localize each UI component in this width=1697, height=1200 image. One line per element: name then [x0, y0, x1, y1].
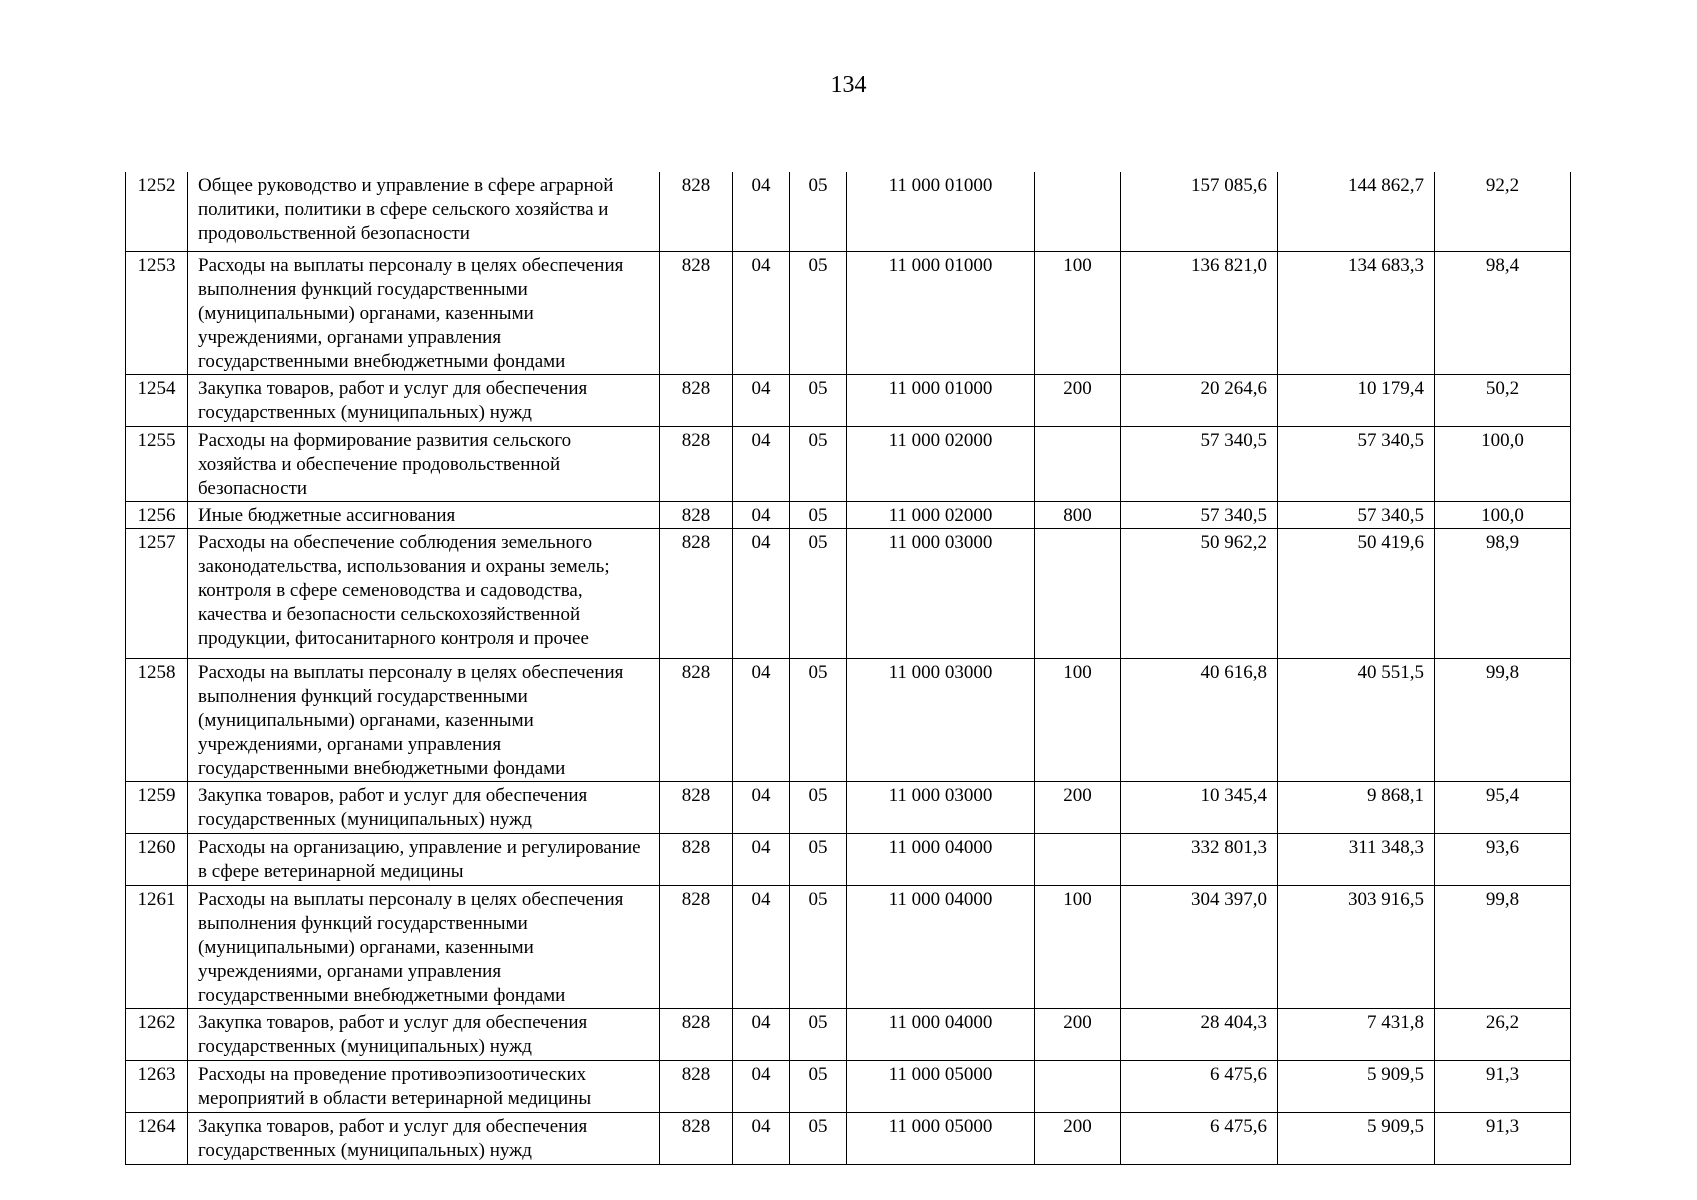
ministry-code-cell: 828: [660, 1060, 733, 1112]
planned-amount-cell: 28 404,3: [1121, 1008, 1278, 1060]
actual-amount-cell: 5 909,5: [1278, 1060, 1435, 1112]
planned-amount-cell: 40 616,8: [1121, 658, 1278, 781]
row-number-cell: 1261: [126, 885, 188, 1008]
expense-name-cell: Закупка товаров, работ и услуг для обеспечения государственных (муниципальных) нужд: [188, 1008, 660, 1060]
actual-amount-cell: 9 868,1: [1278, 781, 1435, 833]
table-row: [126, 1008, 1571, 1060]
row-number-cell: 1263: [126, 1060, 188, 1112]
expense-name-cell: Закупка товаров, работ и услуг для обеспечения государственных (муниципальных) нужд: [188, 1112, 660, 1164]
row-number-cell: 1262: [126, 1008, 188, 1060]
expense-name-cell: Расходы на проведение противоэпизоотических мероприятий в области ветеринарной медицины: [188, 1060, 660, 1112]
subsection-code-cell: 05: [790, 374, 847, 426]
subsection-code-cell: 05: [790, 885, 847, 1008]
subsection-code-cell: 05: [790, 1112, 847, 1164]
planned-amount-cell: 6 475,6: [1121, 1060, 1278, 1112]
planned-amount-cell: 157 085,6: [1121, 172, 1278, 251]
target-article-code-cell: 11 000 04000: [847, 885, 1035, 1008]
planned-amount-cell: 50 962,2: [1121, 528, 1278, 658]
table-row: [126, 781, 1571, 833]
execution-percent-cell: 91,3: [1435, 1112, 1571, 1164]
execution-percent-cell: 100,0: [1435, 501, 1571, 528]
expense-name-cell: Расходы на формирование развития сельского хозяйства и обеспечение продовольственной безопасности: [188, 426, 660, 501]
planned-amount-cell: 20 264,6: [1121, 374, 1278, 426]
actual-amount-cell: 303 916,5: [1278, 885, 1435, 1008]
row-number-cell: 1258: [126, 658, 188, 781]
expense-type-code-cell: [1035, 172, 1121, 251]
expense-type-code-cell: [1035, 426, 1121, 501]
expense-type-code-cell: 800: [1035, 501, 1121, 528]
actual-amount-cell: 50 419,6: [1278, 528, 1435, 658]
actual-amount-cell: 57 340,5: [1278, 426, 1435, 501]
section-code-cell: 04: [733, 251, 790, 374]
ministry-code-cell: 828: [660, 833, 733, 885]
target-article-code-cell: 11 000 01000: [847, 172, 1035, 251]
planned-amount-cell: 6 475,6: [1121, 1112, 1278, 1164]
table-row: [126, 426, 1571, 501]
section-code-cell: 04: [733, 426, 790, 501]
target-article-code-cell: 11 000 02000: [847, 426, 1035, 501]
actual-amount-cell: 40 551,5: [1278, 658, 1435, 781]
planned-amount-cell: 332 801,3: [1121, 833, 1278, 885]
subsection-code-cell: 05: [790, 1060, 847, 1112]
row-number-cell: 1253: [126, 251, 188, 374]
row-number-cell: 1257: [126, 528, 188, 658]
target-article-code-cell: 11 000 01000: [847, 374, 1035, 426]
expense-name-cell: Закупка товаров, работ и услуг для обеспечения государственных (муниципальных) нужд: [188, 374, 660, 426]
ministry-code-cell: 828: [660, 501, 733, 528]
table-row: [126, 501, 1571, 528]
row-number-cell: 1255: [126, 426, 188, 501]
table-row: [126, 1060, 1571, 1112]
expense-name-cell: Иные бюджетные ассигнования: [188, 501, 660, 528]
expense-name-cell: Расходы на обеспечение соблюдения земельного законодательства, использования и охраны земель; контроля в сфере семеноводства и садоводства, качества и безопасности сельскохозяйственной продукции, фитосанитарного контроля и прочее: [188, 528, 660, 658]
target-article-code-cell: 11 000 04000: [847, 833, 1035, 885]
expense-type-code-cell: 100: [1035, 251, 1121, 374]
expense-name-cell: Расходы на выплаты персоналу в целях обеспечения выполнения функций государственными (муниципальными) органами, казенными учреждениями, органами управления государственными внебюджетными фондами: [188, 251, 660, 374]
execution-percent-cell: 93,6: [1435, 833, 1571, 885]
actual-amount-cell: 5 909,5: [1278, 1112, 1435, 1164]
section-code-cell: 04: [733, 1060, 790, 1112]
row-number-cell: 1259: [126, 781, 188, 833]
subsection-code-cell: 05: [790, 658, 847, 781]
expense-type-code-cell: [1035, 1060, 1121, 1112]
row-number-cell: 1256: [126, 501, 188, 528]
ministry-code-cell: 828: [660, 172, 733, 251]
subsection-code-cell: 05: [790, 251, 847, 374]
row-number-cell: 1260: [126, 833, 188, 885]
planned-amount-cell: 136 821,0: [1121, 251, 1278, 374]
ministry-code-cell: 828: [660, 251, 733, 374]
ministry-code-cell: 828: [660, 426, 733, 501]
actual-amount-cell: 7 431,8: [1278, 1008, 1435, 1060]
target-article-code-cell: 11 000 04000: [847, 1008, 1035, 1060]
execution-percent-cell: 99,8: [1435, 658, 1571, 781]
expense-type-code-cell: [1035, 528, 1121, 658]
section-code-cell: 04: [733, 1112, 790, 1164]
page-number: 134: [830, 72, 867, 98]
execution-percent-cell: 99,8: [1435, 885, 1571, 1008]
subsection-code-cell: 05: [790, 833, 847, 885]
ministry-code-cell: 828: [660, 658, 733, 781]
row-number-cell: 1254: [126, 374, 188, 426]
execution-percent-cell: 50,2: [1435, 374, 1571, 426]
table-row: [126, 172, 1571, 251]
ministry-code-cell: 828: [660, 1008, 733, 1060]
section-code-cell: 04: [733, 781, 790, 833]
planned-amount-cell: 304 397,0: [1121, 885, 1278, 1008]
table-row: [126, 374, 1571, 426]
ministry-code-cell: 828: [660, 528, 733, 658]
subsection-code-cell: 05: [790, 501, 847, 528]
table-row: [126, 251, 1571, 374]
section-code-cell: 04: [733, 1008, 790, 1060]
budget-table: [125, 172, 1571, 1165]
target-article-code-cell: 11 000 03000: [847, 528, 1035, 658]
table-row: [126, 833, 1571, 885]
actual-amount-cell: 134 683,3: [1278, 251, 1435, 374]
planned-amount-cell: 57 340,5: [1121, 426, 1278, 501]
table-row: [126, 1112, 1571, 1164]
section-code-cell: 04: [733, 528, 790, 658]
subsection-code-cell: 05: [790, 781, 847, 833]
planned-amount-cell: 10 345,4: [1121, 781, 1278, 833]
table-row: [126, 528, 1571, 658]
execution-percent-cell: 98,9: [1435, 528, 1571, 658]
execution-percent-cell: 100,0: [1435, 426, 1571, 501]
actual-amount-cell: 144 862,7: [1278, 172, 1435, 251]
expense-type-code-cell: 100: [1035, 885, 1121, 1008]
execution-percent-cell: 95,4: [1435, 781, 1571, 833]
expense-type-code-cell: 200: [1035, 781, 1121, 833]
ministry-code-cell: 828: [660, 781, 733, 833]
section-code-cell: 04: [733, 172, 790, 251]
expense-name-cell: Расходы на организацию, управление и регулирование в сфере ветеринарной медицины: [188, 833, 660, 885]
table-body: [126, 172, 1571, 1164]
expense-name-cell: Расходы на выплаты персоналу в целях обеспечения выполнения функций государственными (муниципальными) органами, казенными учреждениями, органами управления государственными внебюджетными фондами: [188, 885, 660, 1008]
subsection-code-cell: 05: [790, 172, 847, 251]
section-code-cell: 04: [733, 833, 790, 885]
execution-percent-cell: 91,3: [1435, 1060, 1571, 1112]
row-number-cell: 1252: [126, 172, 188, 251]
ministry-code-cell: 828: [660, 885, 733, 1008]
execution-percent-cell: 92,2: [1435, 172, 1571, 251]
target-article-code-cell: 11 000 03000: [847, 658, 1035, 781]
target-article-code-cell: 11 000 05000: [847, 1060, 1035, 1112]
expense-name-cell: Закупка товаров, работ и услуг для обеспечения государственных (муниципальных) нужд: [188, 781, 660, 833]
section-code-cell: 04: [733, 885, 790, 1008]
expense-name-cell: Расходы на выплаты персоналу в целях обеспечения выполнения функций государственными (муниципальными) органами, казенными учреждениями, органами управления государственными внебюджетными фондами: [188, 658, 660, 781]
actual-amount-cell: 10 179,4: [1278, 374, 1435, 426]
execution-percent-cell: 26,2: [1435, 1008, 1571, 1060]
table-row: [126, 658, 1571, 781]
subsection-code-cell: 05: [790, 426, 847, 501]
target-article-code-cell: 11 000 02000: [847, 501, 1035, 528]
ministry-code-cell: 828: [660, 374, 733, 426]
target-article-code-cell: 11 000 01000: [847, 251, 1035, 374]
expense-type-code-cell: 200: [1035, 374, 1121, 426]
expense-type-code-cell: 200: [1035, 1008, 1121, 1060]
section-code-cell: 04: [733, 501, 790, 528]
expense-type-code-cell: [1035, 833, 1121, 885]
planned-amount-cell: 57 340,5: [1121, 501, 1278, 528]
section-code-cell: 04: [733, 658, 790, 781]
row-number-cell: 1264: [126, 1112, 188, 1164]
subsection-code-cell: 05: [790, 1008, 847, 1060]
section-code-cell: 04: [733, 374, 790, 426]
target-article-code-cell: 11 000 03000: [847, 781, 1035, 833]
table-row: [126, 885, 1571, 1008]
expense-type-code-cell: 200: [1035, 1112, 1121, 1164]
target-article-code-cell: 11 000 05000: [847, 1112, 1035, 1164]
expense-name-cell: Общее руководство и управление в сфере аграрной политики, политики в сфере сельского хозяйства и продовольственной безопасности: [188, 172, 660, 251]
subsection-code-cell: 05: [790, 528, 847, 658]
ministry-code-cell: 828: [660, 1112, 733, 1164]
expense-type-code-cell: 100: [1035, 658, 1121, 781]
actual-amount-cell: 57 340,5: [1278, 501, 1435, 528]
actual-amount-cell: 311 348,3: [1278, 833, 1435, 885]
execution-percent-cell: 98,4: [1435, 251, 1571, 374]
